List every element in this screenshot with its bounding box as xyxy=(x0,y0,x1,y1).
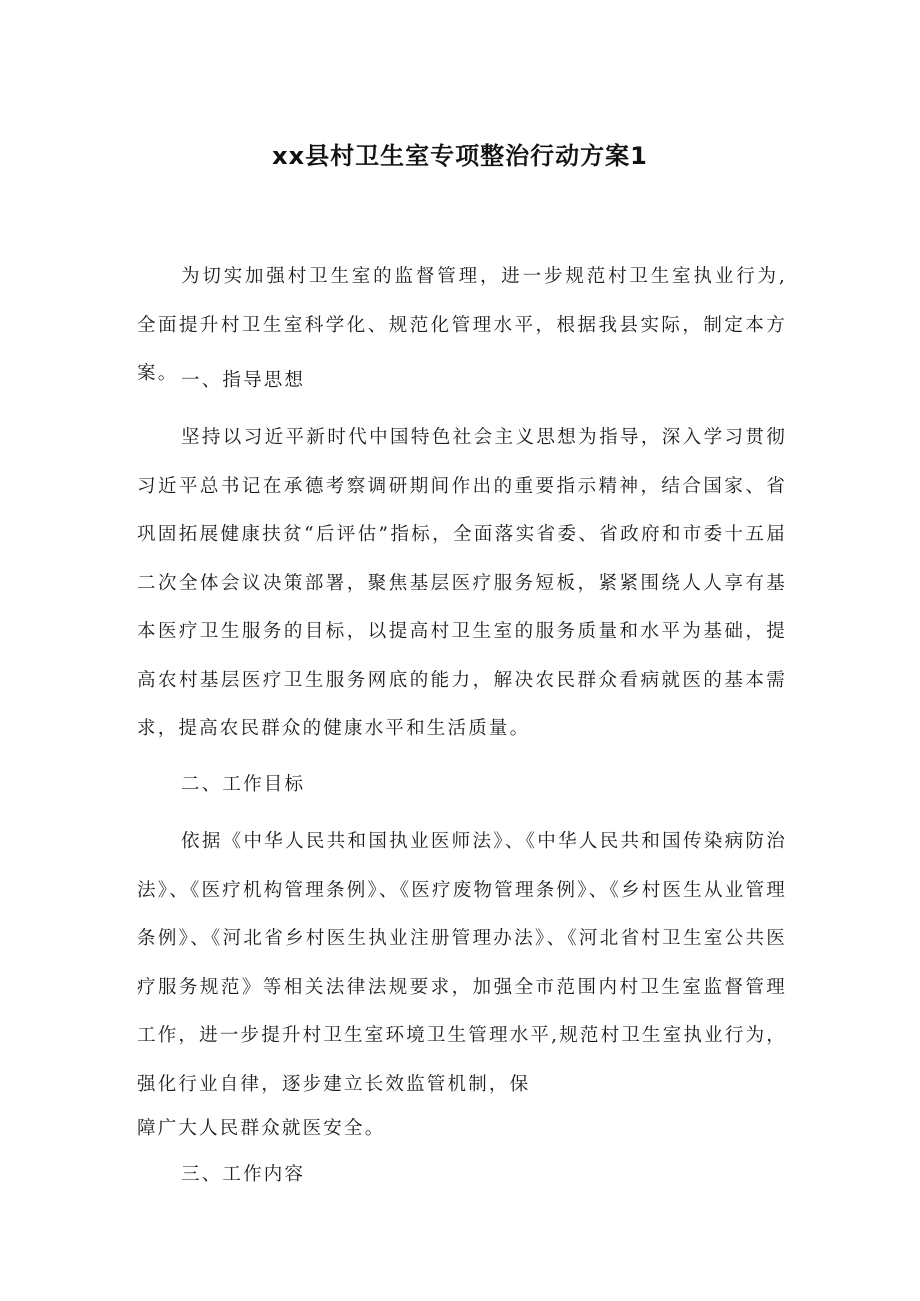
section-heading-work-goals: 二、工作目标 xyxy=(181,774,306,795)
section-heading-work-content: 三、工作内容 xyxy=(181,1164,306,1185)
section-body-work-goals-tail: 障广大人民群众就医安全。 xyxy=(137,1118,386,1139)
intro-paragraph: 为切实加强村卫生室的监督管理，进一步规范村卫生室执业行为,全面提升村卫生室科学化、规范化管理水平，根据我县实际，制定本方案。 xyxy=(137,266,787,384)
section-body-work-goals: 依据《中华人民共和国执业医师法》、《中华人民共和国传染病防治法》、《医疗机构管理条例》、《医疗废物管理条例》、《乡村医生从业管理条例》、《河北省乡村医生执业注册管理办法》、《河北省村卫生室公共医疗服务规范》等相关法律法规要求，加强全市范围内村卫生室监督管理工作，进一步提升村卫生室环境卫生管理水平,规范村卫生室执业行为，强化行业自律，逐步建立长效监管机制，保 xyxy=(137,831,787,1095)
section-heading-guiding-ideology: 一、指导思想 xyxy=(181,370,306,391)
section-body-guiding-ideology: 坚持以习近平新时代中国特色社会主义思想为指导，深入学习贯彻习近平总书记在承德考察调研期间作出的重要指示精神，结合国家、省巩固拓展健康扶贫“后评估”指标，全面落实省委、省政府和市委十五届二次全体会议决策部署，聚焦基层医疗服务短板，紧紧围绕人人享有基本医疗卫生服务的目标，以提高村卫生室的服务质量和水平为基础，提高农村基层医疗卫生服务网底的能力，解决农民群众看病就医的基本需求，提高农民群众的健康水平和生活质量。 xyxy=(137,427,787,739)
document-title: xx县村卫生室专项整治行动方案1 xyxy=(272,142,648,170)
